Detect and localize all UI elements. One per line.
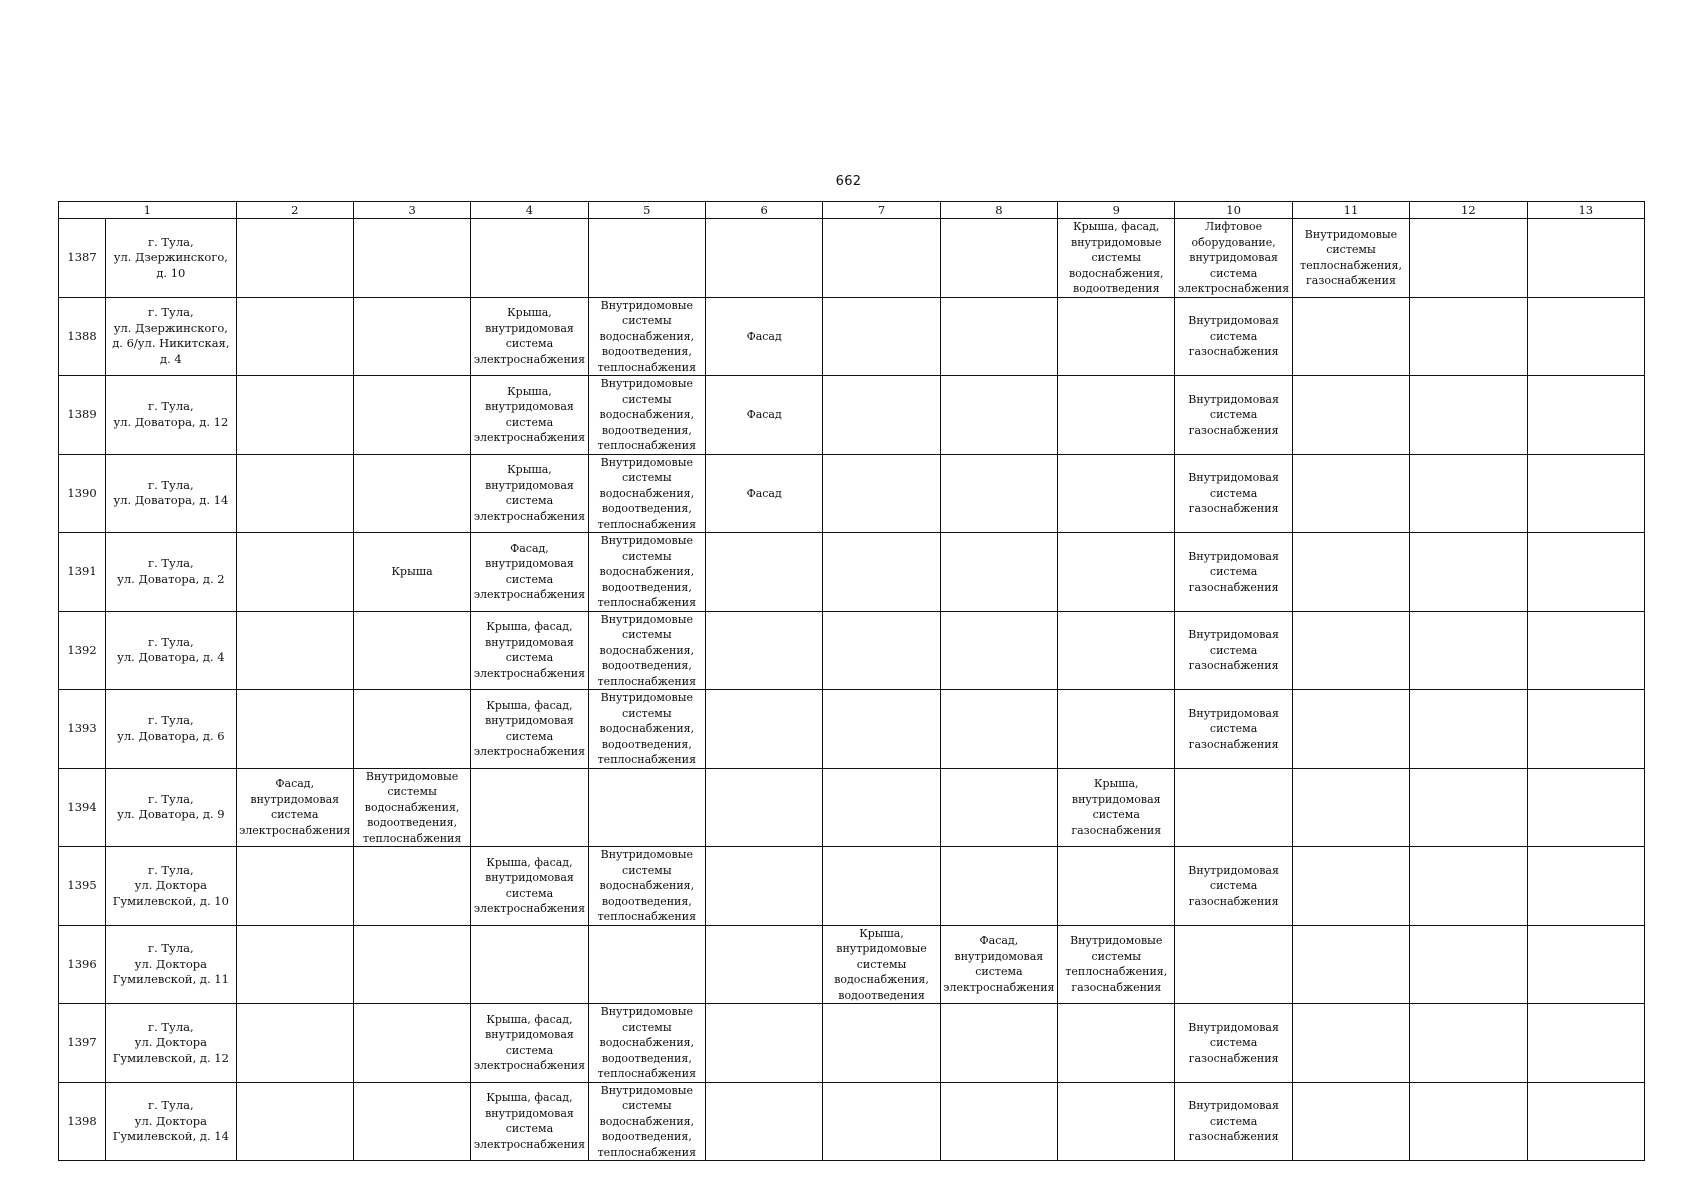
column-number-header: 2	[236, 202, 353, 219]
work-type-cell	[588, 219, 705, 298]
work-type-cell	[1058, 847, 1175, 926]
row-number-cell: 1398	[59, 1082, 106, 1161]
work-type-cell	[236, 611, 353, 690]
work-type-cell: Внутридомовая система газоснабжения	[1175, 690, 1292, 769]
work-type-cell: Крыша, фасад, внутридомовая система электроснабжения	[471, 1004, 588, 1083]
work-type-cell	[940, 611, 1057, 690]
work-type-cell: Внутридомовая система газоснабжения	[1175, 1082, 1292, 1161]
work-type-cell	[1527, 376, 1644, 455]
work-type-cell	[1058, 611, 1175, 690]
work-type-cell	[706, 219, 823, 298]
row-number-cell: 1392	[59, 611, 106, 690]
work-type-cell	[706, 925, 823, 1004]
table-row	[59, 925, 1645, 1004]
work-type-cell	[940, 847, 1057, 926]
work-type-cell: Внутридомовая система газоснабжения	[1175, 376, 1292, 455]
address-cell: г. Тула, ул. Доватора, д. 2	[106, 533, 236, 612]
address-cell: г. Тула, ул. Доватора, д. 9	[106, 768, 236, 847]
row-number-cell: 1387	[59, 219, 106, 298]
page-number: 662	[835, 174, 862, 189]
work-type-cell	[823, 690, 940, 769]
work-type-cell	[823, 219, 940, 298]
work-type-cell	[588, 768, 705, 847]
work-type-cell	[1410, 376, 1527, 455]
work-type-cell	[236, 847, 353, 926]
address-cell: г. Тула, ул. Дзержинского, д. 6/ул. Никитская, д. 4	[106, 297, 236, 376]
work-type-cell: Внутридомовая система газоснабжения	[1175, 1004, 1292, 1083]
work-type-cell: Крыша, фасад, внутридомовые системы водоснабжения, водоотведения	[1058, 219, 1175, 298]
work-type-cell: Крыша	[353, 533, 470, 612]
table-row	[59, 454, 1645, 533]
work-type-cell	[1410, 219, 1527, 298]
table-row	[59, 690, 1645, 769]
column-number-header: 8	[940, 202, 1057, 219]
work-type-cell	[471, 219, 588, 298]
work-type-cell	[1527, 454, 1644, 533]
work-type-cell	[1410, 925, 1527, 1004]
work-type-cell	[236, 219, 353, 298]
work-type-cell	[1527, 533, 1644, 612]
work-type-cell	[940, 768, 1057, 847]
work-type-cell	[588, 925, 705, 1004]
work-type-cell	[1058, 690, 1175, 769]
work-type-cell: Внутридомовые системы водоснабжения, водоотведения, теплоснабжения	[588, 611, 705, 690]
work-type-cell	[1410, 1004, 1527, 1083]
work-type-cell	[940, 1004, 1057, 1083]
row-number-cell: 1391	[59, 533, 106, 612]
work-type-cell	[823, 1004, 940, 1083]
table-row	[59, 768, 1645, 847]
work-type-cell: Внутридомовые системы водоснабжения, водоотведения, теплоснабжения	[588, 1004, 705, 1083]
table-row	[59, 611, 1645, 690]
work-type-cell: Внутридомовая система газоснабжения	[1175, 454, 1292, 533]
address-cell: г. Тула, ул. Доктора Гумилевской, д. 11	[106, 925, 236, 1004]
work-type-cell	[706, 533, 823, 612]
work-type-cell	[1292, 768, 1409, 847]
row-number-cell: 1394	[59, 768, 106, 847]
work-type-cell: Фасад	[706, 376, 823, 455]
work-type-cell	[1410, 533, 1527, 612]
work-type-cell	[1527, 1082, 1644, 1161]
work-type-cell	[1292, 1082, 1409, 1161]
work-type-cell	[236, 297, 353, 376]
row-number-cell: 1388	[59, 297, 106, 376]
work-type-cell	[1527, 611, 1644, 690]
column-number-header: 3	[353, 202, 470, 219]
work-type-cell	[1292, 847, 1409, 926]
work-type-cell	[353, 454, 470, 533]
work-type-cell	[353, 297, 470, 376]
address-cell: г. Тула, ул. Доктора Гумилевской, д. 12	[106, 1004, 236, 1083]
work-type-cell: Крыша, внутридомовая система электроснабжения	[471, 376, 588, 455]
work-type-cell	[823, 847, 940, 926]
work-type-cell	[1292, 376, 1409, 455]
work-type-cell	[1410, 454, 1527, 533]
work-type-cell	[706, 1082, 823, 1161]
address-cell: г. Тула, ул. Доватора, д. 14	[106, 454, 236, 533]
work-type-cell	[940, 533, 1057, 612]
table-row	[59, 376, 1645, 455]
work-type-cell	[1410, 690, 1527, 769]
table-row	[59, 1004, 1645, 1083]
work-type-cell	[1175, 768, 1292, 847]
work-type-cell	[1292, 1004, 1409, 1083]
work-type-cell	[940, 454, 1057, 533]
work-type-cell	[823, 611, 940, 690]
work-type-cell: Фасад	[706, 297, 823, 376]
work-type-cell: Крыша, внутридомовая система электроснабжения	[471, 454, 588, 533]
work-type-cell	[940, 690, 1057, 769]
work-type-cell	[940, 219, 1057, 298]
work-type-cell	[706, 847, 823, 926]
table-row	[59, 297, 1645, 376]
work-type-cell: Крыша, внутридомовая система электроснабжения	[471, 297, 588, 376]
row-number-cell: 1390	[59, 454, 106, 533]
work-type-cell: Внутридомовые системы водоснабжения, водоотведения, теплоснабжения	[588, 690, 705, 769]
work-type-cell	[353, 219, 470, 298]
work-type-cell	[236, 533, 353, 612]
table-row	[59, 847, 1645, 926]
work-type-cell: Крыша, фасад, внутридомовая система электроснабжения	[471, 1082, 588, 1161]
work-type-cell	[353, 611, 470, 690]
work-type-cell	[1410, 847, 1527, 926]
work-type-cell	[706, 1004, 823, 1083]
column-number-header: 9	[1058, 202, 1175, 219]
work-type-cell	[236, 925, 353, 1004]
work-type-cell: Крыша, внутридомовые системы водоснабжения, водоотведения	[823, 925, 940, 1004]
work-type-cell: Внутридомовые системы теплоснабжения, газоснабжения	[1058, 925, 1175, 1004]
address-cell: г. Тула, ул. Дзержинского, д. 10	[106, 219, 236, 298]
table-row	[59, 219, 1645, 298]
column-number-header: 7	[823, 202, 940, 219]
column-number-header: 11	[1292, 202, 1409, 219]
work-type-cell	[823, 376, 940, 455]
work-type-cell	[1175, 925, 1292, 1004]
work-type-cell	[1058, 533, 1175, 612]
work-type-cell	[1292, 297, 1409, 376]
work-type-cell	[823, 454, 940, 533]
work-type-cell: Внутридомовые системы водоснабжения, водоотведения, теплоснабжения	[588, 376, 705, 455]
work-type-cell: Внутридомовые системы теплоснабжения, газоснабжения	[1292, 219, 1409, 298]
work-type-cell	[940, 1082, 1057, 1161]
row-number-cell: 1389	[59, 376, 106, 455]
row-number-cell: 1397	[59, 1004, 106, 1083]
address-cell: г. Тула, ул. Доватора, д. 4	[106, 611, 236, 690]
work-type-cell	[1410, 611, 1527, 690]
work-type-cell	[1292, 454, 1409, 533]
column-number-header: 10	[1175, 202, 1292, 219]
table-row	[59, 1082, 1645, 1161]
work-type-cell: Фасад	[706, 454, 823, 533]
work-type-cell	[471, 925, 588, 1004]
column-number-header: 1	[59, 202, 237, 219]
work-type-cell	[353, 1004, 470, 1083]
work-type-cell	[1527, 1004, 1644, 1083]
work-type-cell: Крыша, фасад, внутридомовая система электроснабжения	[471, 847, 588, 926]
row-number-cell: 1395	[59, 847, 106, 926]
table-row	[59, 533, 1645, 612]
work-type-cell	[353, 925, 470, 1004]
work-type-cell	[1058, 1082, 1175, 1161]
work-type-cell	[1058, 1004, 1175, 1083]
work-type-cell	[1527, 690, 1644, 769]
work-type-cell: Фасад, внутридомовая система электроснабжения	[940, 925, 1057, 1004]
work-type-cell	[1527, 925, 1644, 1004]
work-type-cell: Внутридомовые системы водоснабжения, водоотведения, теплоснабжения	[588, 297, 705, 376]
work-type-cell	[1527, 768, 1644, 847]
row-number-cell: 1393	[59, 690, 106, 769]
work-type-cell	[353, 376, 470, 455]
work-type-cell: Внутридомовая система газоснабжения	[1175, 297, 1292, 376]
column-number-header: 13	[1527, 202, 1644, 219]
work-type-cell: Внутридомовые системы водоснабжения, водоотведения, теплоснабжения	[588, 847, 705, 926]
work-type-cell	[1058, 297, 1175, 376]
work-type-cell	[940, 297, 1057, 376]
work-type-cell: Внутридомовые системы водоснабжения, водоотведения, теплоснабжения	[588, 454, 705, 533]
work-type-cell	[236, 1082, 353, 1161]
work-type-cell	[236, 1004, 353, 1083]
work-type-cell	[236, 454, 353, 533]
work-type-cell	[1527, 847, 1644, 926]
work-type-cell: Внутридомовые системы водоснабжения, водоотведения, теплоснабжения	[353, 768, 470, 847]
column-number-header: 12	[1410, 202, 1527, 219]
work-type-cell: Крыша, внутридомовая система газоснабжения	[1058, 768, 1175, 847]
work-type-cell	[1527, 297, 1644, 376]
work-type-cell	[823, 533, 940, 612]
column-number-header: 6	[706, 202, 823, 219]
work-type-cell: Внутридомовая система газоснабжения	[1175, 533, 1292, 612]
work-type-cell	[706, 611, 823, 690]
column-number-header: 5	[588, 202, 705, 219]
work-type-cell	[471, 768, 588, 847]
work-type-cell: Внутридомовая система газоснабжения	[1175, 611, 1292, 690]
work-type-cell	[823, 297, 940, 376]
work-type-cell	[706, 768, 823, 847]
work-type-cell	[353, 690, 470, 769]
work-type-cell	[236, 690, 353, 769]
work-type-cell	[1058, 454, 1175, 533]
work-type-cell	[1292, 690, 1409, 769]
work-type-cell	[823, 768, 940, 847]
address-cell: г. Тула, ул. Доктора Гумилевской, д. 10	[106, 847, 236, 926]
work-type-cell: Лифтовое оборудование, внутридомовая система электроснабжения	[1175, 219, 1292, 298]
work-type-cell: Внутридомовая система газоснабжения	[1175, 847, 1292, 926]
work-type-cell: Фасад, внутридомовая система электроснабжения	[236, 768, 353, 847]
row-number-cell: 1396	[59, 925, 106, 1004]
work-type-cell	[1292, 611, 1409, 690]
work-type-cell	[353, 1082, 470, 1161]
work-type-cell	[1410, 297, 1527, 376]
work-type-cell	[1058, 376, 1175, 455]
work-type-cell	[1527, 219, 1644, 298]
work-type-cell	[1410, 1082, 1527, 1161]
column-number-row	[59, 202, 1645, 219]
work-type-cell	[353, 847, 470, 926]
work-type-cell: Внутридомовые системы водоснабжения, водоотведения, теплоснабжения	[588, 1082, 705, 1161]
work-type-cell: Крыша, фасад, внутридомовая система электроснабжения	[471, 611, 588, 690]
work-type-cell	[1410, 768, 1527, 847]
repair-schedule-table	[58, 201, 1645, 1161]
address-cell: г. Тула, ул. Доватора, д. 6	[106, 690, 236, 769]
work-type-cell	[1292, 925, 1409, 1004]
work-type-cell: Фасад, внутридомовая система электроснабжения	[471, 533, 588, 612]
work-type-cell	[1292, 533, 1409, 612]
table-body	[59, 202, 1645, 1161]
address-cell: г. Тула, ул. Доктора Гумилевской, д. 14	[106, 1082, 236, 1161]
work-type-cell: Внутридомовые системы водоснабжения, водоотведения, теплоснабжения	[588, 533, 705, 612]
work-type-cell	[940, 376, 1057, 455]
work-type-cell	[236, 376, 353, 455]
address-cell: г. Тула, ул. Доватора, д. 12	[106, 376, 236, 455]
work-type-cell	[823, 1082, 940, 1161]
work-type-cell: Крыша, фасад, внутридомовая система электроснабжения	[471, 690, 588, 769]
column-number-header: 4	[471, 202, 588, 219]
work-type-cell	[706, 690, 823, 769]
